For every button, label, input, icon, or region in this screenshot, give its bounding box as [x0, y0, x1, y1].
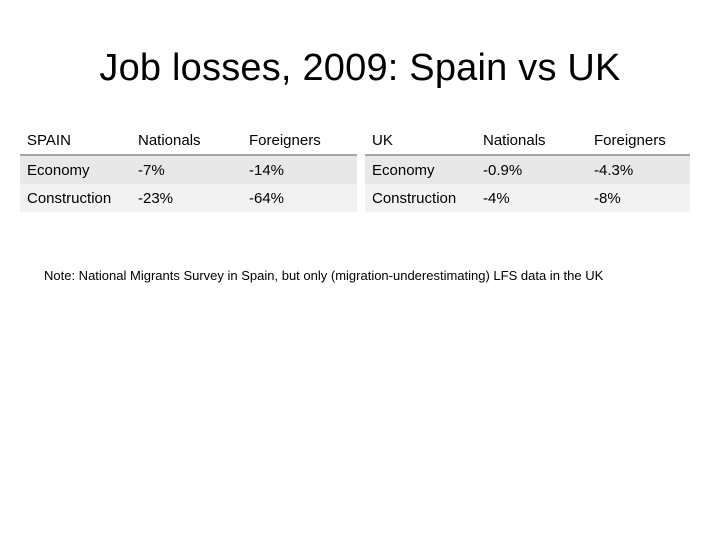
- row-label: Economy: [20, 155, 131, 184]
- table-cell: -4%: [476, 184, 587, 212]
- header-cell: SPAIN: [20, 126, 131, 155]
- row-label: Economy: [365, 155, 476, 184]
- table-header-row: [20, 126, 357, 155]
- table-row: [20, 155, 357, 184]
- table-cell: -8%: [587, 184, 690, 212]
- header-cell: UK: [365, 126, 476, 155]
- table-cell: -64%: [242, 184, 357, 212]
- header-cell: Nationals: [131, 126, 242, 155]
- spain-table: [20, 126, 357, 212]
- slide-title: Job losses, 2009: Spain vs UK: [99, 47, 621, 89]
- table-row: [365, 184, 690, 212]
- table-cell: -4.3%: [587, 155, 690, 184]
- table-cell: -23%: [131, 184, 242, 212]
- header-cell: Nationals: [476, 126, 587, 155]
- row-label: Construction: [20, 184, 131, 212]
- table-row: [365, 155, 690, 184]
- table-cell: -7%: [131, 155, 242, 184]
- footnote: Note: National Migrants Survey in Spain, but only (migration-underestimating) LFS data in the UK: [44, 268, 604, 283]
- table-header-row: [365, 126, 690, 155]
- table-cell: -0.9%: [476, 155, 587, 184]
- header-cell: Foreigners: [242, 126, 357, 155]
- row-label: Construction: [365, 184, 476, 212]
- table-row: [20, 184, 357, 212]
- header-cell: Foreigners: [587, 126, 690, 155]
- table-cell: -14%: [242, 155, 357, 184]
- uk-table: [365, 126, 690, 212]
